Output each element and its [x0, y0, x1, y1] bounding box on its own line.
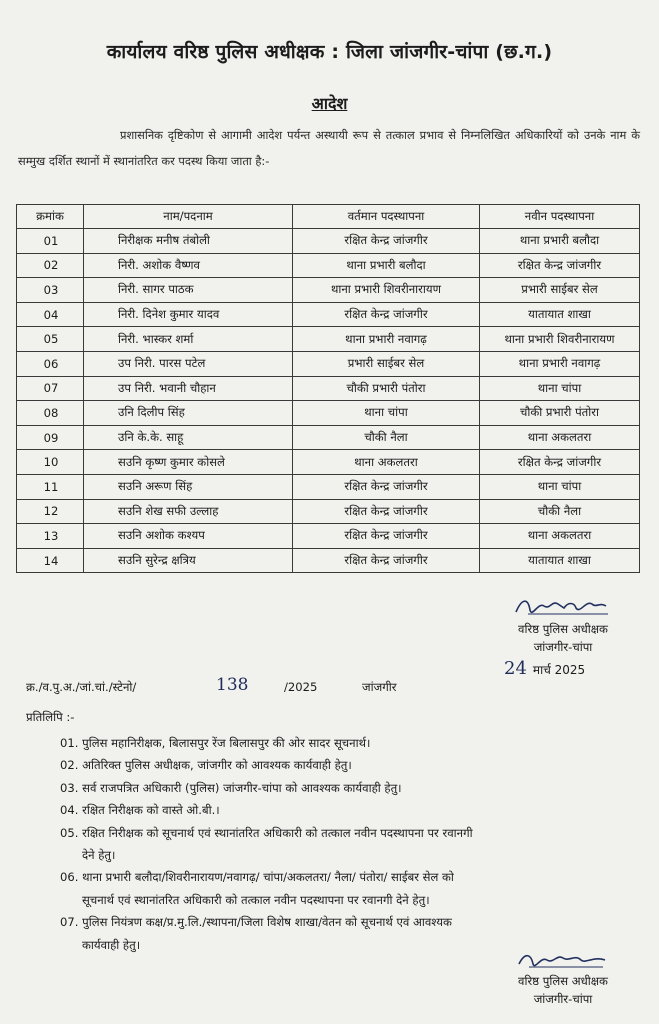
cell-current-posting: रक्षित केन्द्र जांजगीर — [293, 302, 480, 327]
table-row — [17, 499, 640, 524]
cell-new-posting: थाना प्रभारी नवागढ़ — [480, 351, 640, 376]
cell-new-posting: यातायात शाखा — [480, 548, 640, 573]
cell-new-posting: थाना चांपा — [480, 376, 640, 401]
signature-scribble — [508, 594, 618, 620]
cell-serial: 03 — [17, 278, 84, 303]
cell-name: निरीक्षक मनीष तंबोली — [84, 229, 293, 254]
cell-name: सउनि कृष्ण कुमार कोसले — [84, 450, 293, 475]
date-month-year: मार्च 2025 — [532, 663, 586, 677]
cell-serial: 01 — [17, 229, 84, 254]
cell-serial: 06 — [17, 351, 84, 376]
table-row — [17, 425, 640, 450]
cell-serial: 10 — [17, 450, 84, 475]
cell-name: उनि दिलीप सिंह — [84, 401, 293, 426]
cell-current-posting: थाना प्रभारी नवागढ़ — [293, 327, 480, 352]
copy-item — [60, 866, 642, 911]
table-row — [17, 474, 640, 499]
cell-current-posting: रक्षित केन्द्र जांजगीर — [293, 548, 480, 573]
order-date — [504, 658, 585, 679]
cell-new-posting: यातायात शाखा — [480, 302, 640, 327]
cell-current-posting: रक्षित केन्द्र जांजगीर — [293, 524, 480, 549]
copy-item — [60, 799, 642, 821]
table-row — [17, 278, 640, 303]
cell-name: निरी. दिनेश कुमार यादव — [84, 302, 293, 327]
cell-name: निरी. भास्कर शर्मा — [84, 327, 293, 352]
signature-scribble — [513, 950, 613, 972]
date-day: 24 — [504, 658, 527, 679]
copy-item-continuation: सूचनार्थ एवं स्थानांतरित अधिकारी को तत्काल नवीन पदस्थापना पर रवानगी देने हेतु। — [82, 892, 430, 907]
cell-name: उनि के.के. साहू — [84, 425, 293, 450]
office-title: कार्यालय वरिष्ठ पुलिस अधीक्षक : जिला जांजगीर-चांपा (छ.ग.) — [106, 41, 553, 63]
cell-current-posting: थाना प्रभारी शिवरीनारायण — [293, 278, 480, 303]
table-row — [17, 450, 640, 475]
header-name: नाम/पदनाम — [84, 205, 293, 229]
table-row — [17, 327, 640, 352]
cell-new-posting: थाना अकलतरा — [480, 425, 640, 450]
table-row — [17, 548, 640, 573]
copy-item-continuation: देने हेतु। — [82, 848, 116, 863]
copy-list — [60, 732, 642, 956]
header-current-posting: वर्तमान पदस्थापना — [293, 205, 480, 229]
cell-name: सउनि सुरेन्द्र क्षत्रिय — [84, 548, 293, 573]
table-row — [17, 376, 640, 401]
cell-current-posting: रक्षित केन्द्र जांजगीर — [293, 499, 480, 524]
table-row — [17, 253, 640, 278]
cell-current-posting: थाना चांपा — [293, 401, 480, 426]
cell-serial: 08 — [17, 401, 84, 426]
table-body — [17, 229, 640, 573]
intro-paragraph: प्रशासनिक दृष्टिकोण से आगामी आदेश पर्यन्त अस्थायी रूप से तत्काल प्रभाव से निम्नलिखित अधिकारियों को उनके नाम के सम्मुख दर्शित स्थानों में स्थानांतरित कर पदस्थ किया जाता है:- — [18, 128, 640, 168]
transfer-table — [16, 204, 640, 573]
signature-district: जांजगीर-चांपा — [533, 992, 593, 1006]
cell-current-posting: चौकी प्रभारी पंतोरा — [293, 376, 480, 401]
cell-name: सउनि अशोक कश्यप — [84, 524, 293, 549]
cell-new-posting: चौकी प्रभारी पंतोरा — [480, 401, 640, 426]
cell-current-posting: चौकी नैला — [293, 425, 480, 450]
table-row — [17, 351, 640, 376]
cell-new-posting: थाना अकलतरा — [480, 524, 640, 549]
cell-name: निरी. अशोक वैष्णव — [84, 253, 293, 278]
copy-item-line: 05. रक्षित निरीक्षक को सूचनार्थ एवं स्थानांतरित अधिकारी को तत्काल नवीन पदस्थापना पर रवानगी — [60, 825, 473, 840]
cell-new-posting: रक्षित केन्द्र जांजगीर — [480, 450, 640, 475]
cell-serial: 02 — [17, 253, 84, 278]
cell-new-posting: थाना प्रभारी बलौदा — [480, 229, 640, 254]
table-row — [17, 302, 640, 327]
cell-current-posting: थाना अकलतरा — [293, 450, 480, 475]
cell-current-posting: प्रभारी साईबर सेल — [293, 351, 480, 376]
cell-serial: 09 — [17, 425, 84, 450]
copy-item-continuation: कार्यवाही हेतु। — [82, 937, 141, 952]
reference-place: जांजगीर — [362, 680, 397, 694]
table-row — [17, 524, 640, 549]
cell-new-posting: थाना चांपा — [480, 474, 640, 499]
copy-item-line: 04. रक्षित निरीक्षक को वास्ते ओ.बी.। — [60, 803, 220, 818]
copy-item-line: 03. सर्व राजपत्रित अधिकारी (पुलिस) जांजगीर-चांपा को आवश्यक कार्यवाही हेतु। — [60, 780, 402, 795]
copy-item-line: 01. पुलिस महानिरीक्षक, बिलासपुर रेंज बिलासपुर की ओर सादर सूचनार्थ। — [60, 736, 371, 750]
cell-serial: 12 — [17, 499, 84, 524]
header-new-posting: नवीन पदस्थापना — [480, 205, 640, 229]
cell-current-posting: रक्षित केन्द्र जांजगीर — [293, 474, 480, 499]
cell-serial: 11 — [17, 474, 84, 499]
cell-name: निरी. सागर पाठक — [84, 278, 293, 303]
cell-new-posting: चौकी नैला — [480, 499, 640, 524]
cell-name: सउनि अरूण सिंह — [84, 474, 293, 499]
reference-prefix: क्र./व.पु.अ./जां.चां./स्टेनो/ — [26, 680, 137, 694]
cell-name: उप निरी. पारस पटेल — [84, 351, 293, 376]
copy-item — [60, 732, 642, 754]
cell-serial: 13 — [17, 524, 84, 549]
copy-item-line: 02. अतिरिक्त पुलिस अधीक्षक, जांजगीर को आवश्यक कार्यवाही हेतु। — [60, 758, 352, 773]
cell-new-posting: रक्षित केन्द्र जांजगीर — [480, 253, 640, 278]
reference-year: /2025 — [284, 680, 318, 694]
signature-designation: वरिष्ठ पुलिस अधीक्षक — [518, 622, 608, 636]
cell-name: उप निरी. भवानी चौहान — [84, 376, 293, 401]
signature-block-top — [478, 594, 648, 656]
copy-item — [60, 777, 642, 799]
reference-number: 138 — [216, 675, 249, 695]
copy-item-line: 06. थाना प्रभारी बलौदा/शिवरीनारायण/नवागढ़/ चांपा/अकलतरा/ नैला/ पंतोरा/ साईबर सेल को — [60, 870, 454, 885]
table-row — [17, 229, 640, 254]
table-row — [17, 401, 640, 426]
cell-current-posting: थाना प्रभारी बलौदा — [293, 253, 480, 278]
cell-new-posting: प्रभारी सा‌ईबर सेल — [480, 278, 640, 303]
cell-serial: 14 — [17, 548, 84, 573]
cell-name: सउनि शेख सफी उल्लाह — [84, 499, 293, 524]
cell-serial: 07 — [17, 376, 84, 401]
copy-label: प्रतिलिपि :- — [26, 710, 75, 724]
copy-item-line: 07. पुलिस नियंत्रण कक्ष/प्र.मु.लि./स्थापना/जिला विशेष शाखा/वेतन को सूचनार्थ एवं आवश्यक — [60, 915, 452, 930]
cell-current-posting: रक्षित केन्द्र जांजगीर — [293, 229, 480, 254]
signature-district: जांजगीर-चांपा — [533, 640, 593, 654]
copy-item — [60, 754, 642, 776]
signature-block-bottom — [478, 950, 648, 1008]
table-header-row — [17, 205, 640, 229]
order-heading: आदेश — [311, 94, 348, 113]
signature-designation: वरिष्ठ पुलिस अधीक्षक — [518, 974, 608, 988]
cell-serial: 05 — [17, 327, 84, 352]
header-serial: क्रमांक — [17, 205, 84, 229]
cell-new-posting: थाना प्रभारी शिवरीनारायण — [480, 327, 640, 352]
copy-item — [60, 822, 642, 867]
cell-serial: 04 — [17, 302, 84, 327]
